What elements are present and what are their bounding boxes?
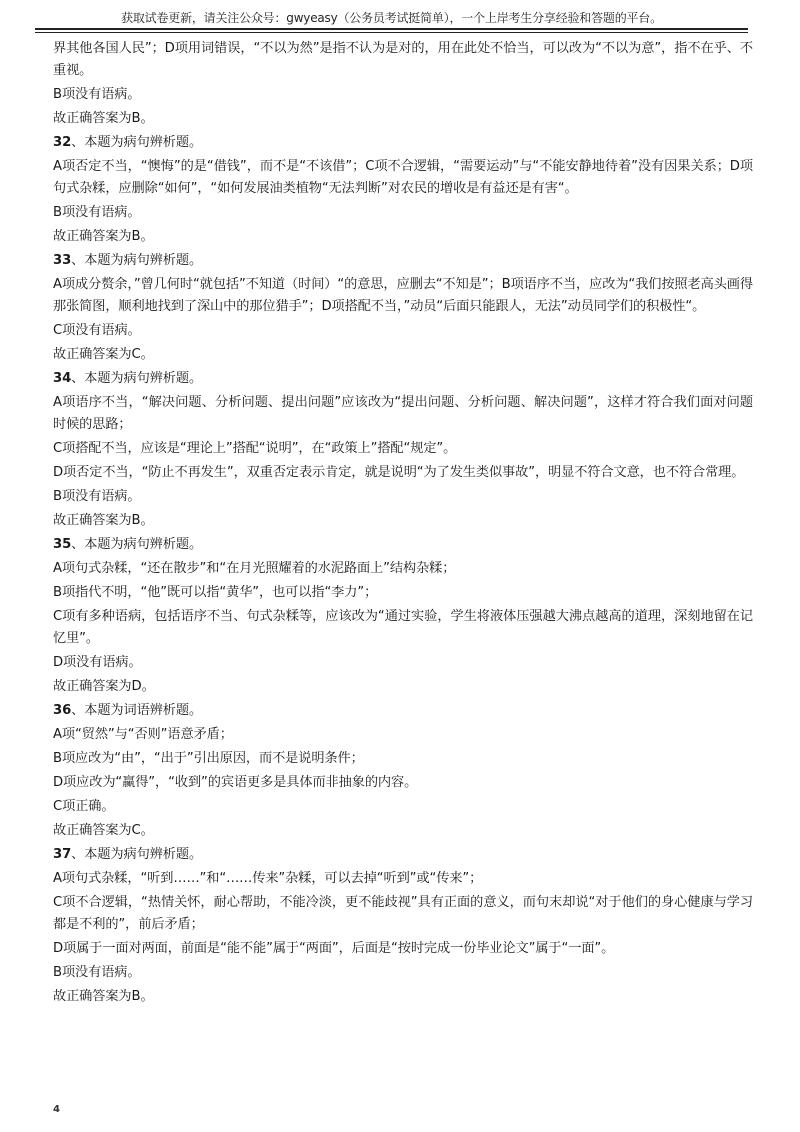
paragraph: A项“贸然”与“否则”语意矛盾； [53,727,233,742]
question-33 [53,250,753,366]
page-number: 4 [53,1104,60,1115]
paragraph: D项应改为“赢得”，“收到”的宾语更多是具体而非抽象的内容。 [53,775,418,790]
paragraph: B项没有语病。 [53,965,141,980]
paragraph: C项正确。 [53,799,115,814]
paragraph: A项句式杂糅，“听到……”和“……传来”杂糅，可以去掉“听到”或“传来”； [53,871,483,886]
question-number: 34 [53,371,72,386]
page-header [35,0,748,34]
question-heading: 32、本题为病句辨析题。 [53,135,203,150]
question-37 [53,844,753,1008]
question-heading: 34、本题为病句辨析题。 [53,371,203,386]
paragraph: A项否定不当，“懊悔”的是“借钱”，而不是“不该借”；C项不合逻辑，“需要运动”与“不能安静地待着”没有因果关系；D项句式杂糅，应删除“如何”，“如何发展油类植物“无法判断”对农民的增收是有益还是有害“。 [53,159,753,196]
question-35 [53,534,753,698]
question-heading: 35、本题为病句辨析题。 [53,537,203,552]
paragraph: B项没有语病。 [53,87,141,102]
paragraph: B项指代不明，“他”既可以指“黄华”，也可以指“李力”； [53,585,378,600]
paragraph: B项应改为“由”，“出于”引出原因，而不是说明条件； [53,751,364,766]
question-number: 36 [53,703,72,718]
paragraph: D项没有语病。 [53,655,142,670]
question-heading: 37、本题为病句辨析题。 [53,847,203,862]
paragraph: A项成分赘余，”曾几何时“就包括”不知道（时间）“的意思，应删去“不知是”；B项语序不当，应改为“我们按照老高头画得那张简图，顺利地找到了深山中的那位猎手”；D项搭配不当，”动员“后面只能跟人，无法”动员同学们的积极性“。 [53,277,753,314]
document-body [53,38,753,1010]
answer-line: 故正确答案为C。 [53,347,154,362]
question-heading: 33、本题为病句辨析题。 [53,253,203,268]
paragraph: A项句式杂糅，“还在散步”和“在月光照耀着的水泥路面上”结构杂糅； [53,561,456,576]
question-number: 35 [53,537,72,552]
paragraph: C项搭配不当，应该是“理论上”搭配“说明”，在“政策上”搭配“规定”。 [53,441,457,456]
continuation-block [53,38,753,130]
answer-line: 故正确答案为B。 [53,111,154,126]
header-notice: 获取试卷更新，请关注公众号：gwyeasy（公务员考试挺简单），一个上岸考生分享经验和答题的平台。 [121,11,662,25]
header-double-rule [35,28,748,33]
paragraph: D项属于一面对两面，前面是“能不能”属于“两面”，后面是“按时完成一份毕业论文”属于“一面”。 [53,941,615,956]
paragraph: B项没有语病。 [53,489,141,504]
paragraph: C项没有语病。 [53,323,141,338]
answer-line: 故正确答案为D。 [53,679,155,694]
question-number: 37 [53,847,72,862]
question-32 [53,132,753,248]
answer-line: 故正确答案为B。 [53,513,154,528]
paragraph: D项否定不当，“防止不再发生”，双重否定表示肯定，就是说明“为了发生类似事故”，明显不符合文意，也不符合常理。 [53,465,745,480]
question-number: 32 [53,135,72,150]
paragraph: 界其他各国人民”；D项用词错误，“不以为然”是指不认为是对的，用在此处不恰当，可以改为“不以为意”，指不在乎、不重视。 [53,41,753,78]
question-36 [53,700,753,842]
paragraph: A项语序不当，“解决问题、分析问题、提出问题”应该改为“提出问题、分析问题、解决问题”，这样才符合我们面对问题时候的思路； [53,395,753,432]
paragraph: C项不合逻辑，“热情关怀，耐心帮助，不能冷淡，更不能歧视”具有正面的意义，而句末却说“对于他们的身心健康与学习都是不利的”，前后矛盾； [53,895,753,932]
paragraph: B项没有语病。 [53,205,141,220]
answer-line: 故正确答案为C。 [53,823,154,838]
answer-line: 故正确答案为B。 [53,229,154,244]
question-heading: 36、本题为词语辨析题。 [53,703,203,718]
question-number: 33 [53,253,72,268]
question-34 [53,368,753,532]
paragraph: C项有多种语病，包括语序不当、句式杂糅等，应该改为“通过实验，学生将液体压强越大沸点越高的道理，深刻地留在记忆里”。 [53,609,753,646]
answer-line: 故正确答案为B。 [53,989,154,1004]
